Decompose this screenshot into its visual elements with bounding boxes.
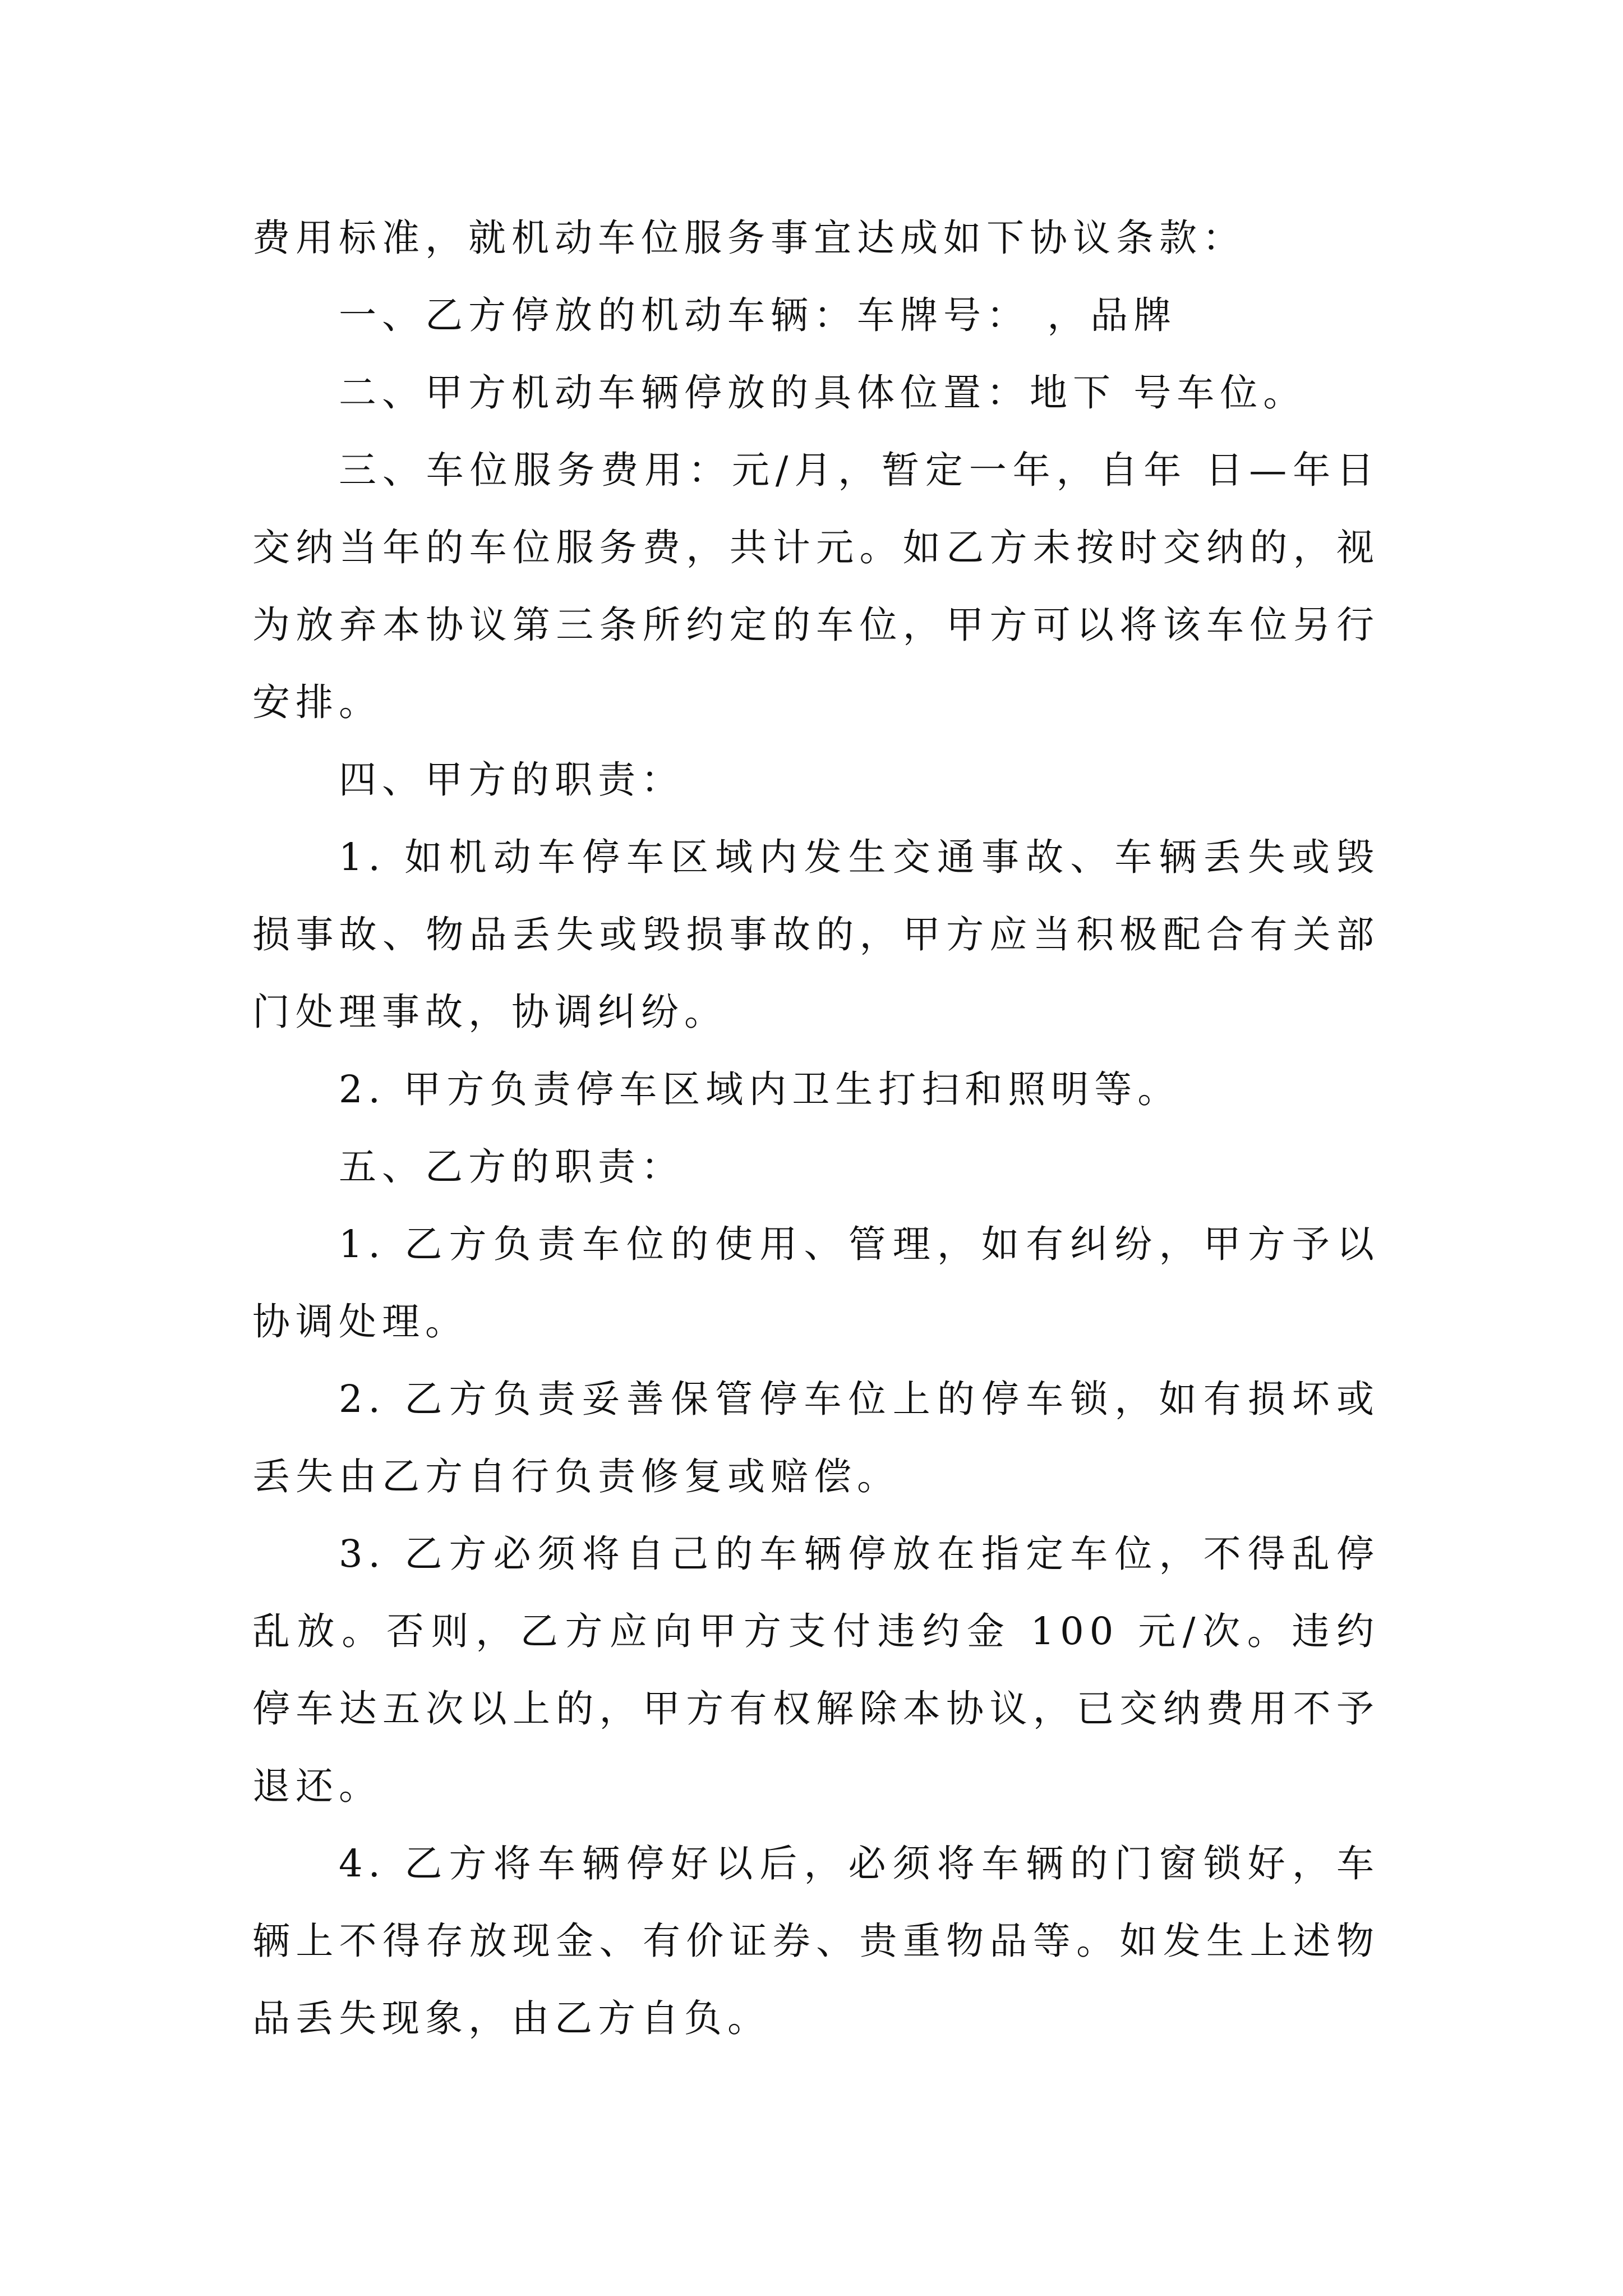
paragraph-clause-4-item-1: 1. 如机动车停车区域内发生交通事故、车辆丢失或毁损事故、物品丢失或毁损事故的，甲方应当积极配合有关部门处理事故，协调纠纷。: [252, 835, 1380, 1034]
paragraph-clause-5-heading: 五、乙方的职责：: [339, 1145, 684, 1189]
paragraph-clause-4-heading: 四、甲方的职责：: [339, 758, 684, 802]
paragraph-clause-5-item-4: 4. 乙方将车辆停好以后，必须将车辆的门窗锁好，车辆上不得存放现金、有价证券、贵重物品等。如发生上述物品丢失现象，由乙方自负。: [252, 1842, 1380, 2040]
paragraph-clause-5-item-2: 2. 乙方负责妥善保管停车位上的停车锁，如有损坏或丢失由乙方自行负责修复或赔偿。: [252, 1377, 1380, 1498]
paragraph-clause-3: 三、车位服务费用：元/月，暂定一年，自年 日—年日交纳当年的车位服务费，共计元。如乙方未按时交纳的，视为放弃本协议第三条所约定的车位，甲方可以将该车位另行安排。: [252, 448, 1380, 724]
paragraph-clause-4-item-2: 2. 甲方负责停车区域内卫生打扫和照明等。: [339, 1068, 1181, 1111]
paragraph-intro-continuation: 费用标准，就机动车位服务事宜达成如下协议条款：: [252, 216, 1246, 260]
paragraph-clause-2: 二、甲方机动车辆停放的具体位置：地下 号车位。: [339, 371, 1307, 415]
paragraph-clause-1: 一、乙方停放的机动车辆：车牌号： ，品牌: [339, 293, 1177, 337]
document-body: [252, 199, 1380, 2057]
paragraph-clause-5-item-1: 1. 乙方负责车位的使用、管理，如有纠纷，甲方予以协调处理。: [252, 1222, 1380, 1343]
paragraph-clause-5-item-3: 3. 乙方必须将自己的车辆停放在指定车位，不得乱停乱放。否则，乙方应向甲方支付违约金 100 元/次。违约停车达五次以上的，甲方有权解除本协议，已交纳费用不予退还。: [252, 1532, 1380, 1808]
